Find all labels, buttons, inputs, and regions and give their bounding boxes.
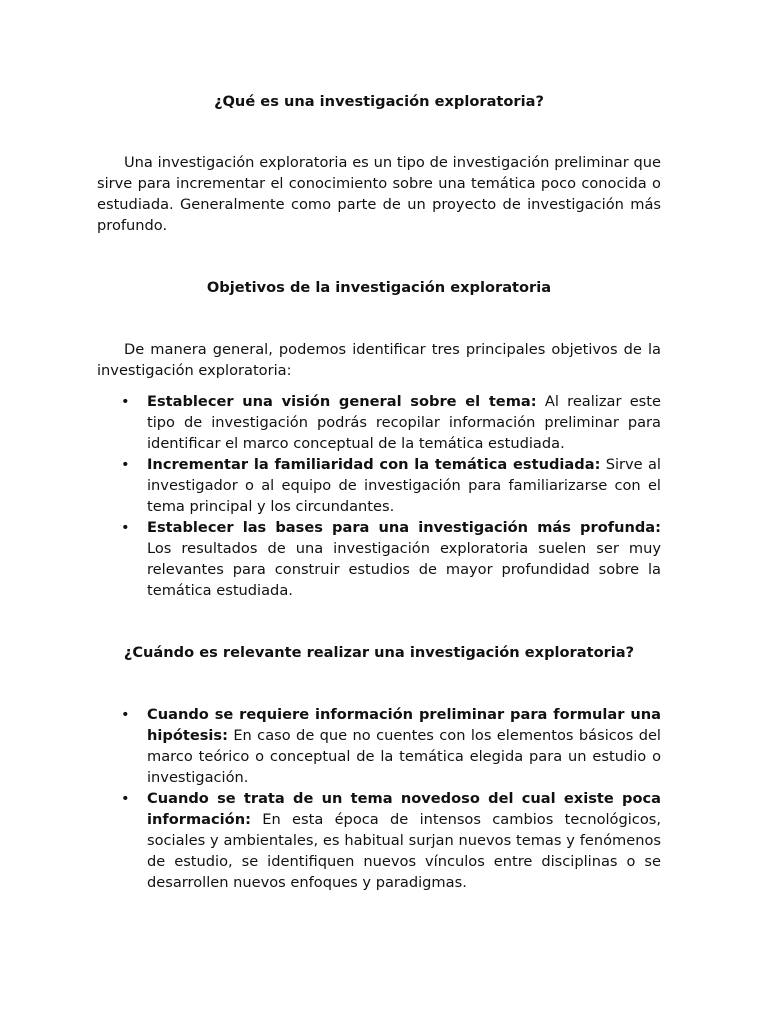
list-item-lead: Establecer las bases para una investigación más profunda: [147, 519, 661, 536]
objectives-list [97, 391, 661, 601]
list-item-text: En caso de que no cuentes con los elementos básicos del marco teórico o conceptual de la temática elegida para un estudio o investigación. [147, 727, 661, 786]
list-item [97, 517, 661, 601]
list-item [97, 391, 661, 454]
list-item-lead: Cuando se trata de un tema novedoso del cual existe poca información: [147, 790, 661, 828]
list-item-lead: Establecer una visión general sobre el tema: [147, 393, 537, 410]
list-item-text: Los resultados de una investigación exploratoria suelen ser muy relevantes para construir estudios de mayor profundidad sobre la temática estudiada. [147, 540, 661, 599]
definition-paragraph: Una investigación exploratoria es un tipo de investigación preliminar que sirve para incrementar el conocimiento sobre una temática poco conocida o estudiada. Generalmente como parte de un proyecto de investigación más profundo. [97, 154, 661, 234]
list-item [97, 788, 661, 893]
bullet-icon: • [121, 790, 130, 807]
bullet-icon: • [121, 706, 130, 723]
list-item [97, 454, 661, 517]
list-item [97, 704, 661, 788]
section-title-objectives: Objetivos de la investigación exploratoria [206, 279, 552, 296]
bullet-icon: • [121, 519, 130, 536]
section-title-when-relevant: ¿Cuándo es relevante realizar una investigación exploratoria? [123, 644, 635, 661]
list-item-lead: Incrementar la familiaridad con la temática estudiada: [147, 456, 601, 473]
objectives-intro-paragraph: De manera general, podemos identificar tres principales objetivos de la investigación exploratoria: [97, 341, 661, 379]
list-item-lead: Cuando se requiere información preliminar para formular una hipótesis: [147, 706, 661, 744]
section-title-what-is: ¿Qué es una investigación exploratoria? [214, 93, 544, 110]
bullet-icon: • [121, 393, 130, 410]
when-relevant-list [97, 704, 661, 893]
list-item-text: Sirve al investigador o al equipo de investigación para familiarizarse con el tema principal y los circundantes. [147, 456, 661, 515]
list-item-text: En esta época de intensos cambios tecnológicos, sociales y ambientales, es habitual surjan nuevos temas y fenómenos de estudio, se identifiquen nuevos vínculos entre disciplinas o se desarrollen nuevos enfoques y paradigmas. [147, 811, 661, 891]
bullet-icon: • [121, 456, 130, 473]
list-item-text: Al realizar este tipo de investigación podrás recopilar información preliminar para identificar el marco conceptual de la temática estudiada. [147, 393, 661, 452]
